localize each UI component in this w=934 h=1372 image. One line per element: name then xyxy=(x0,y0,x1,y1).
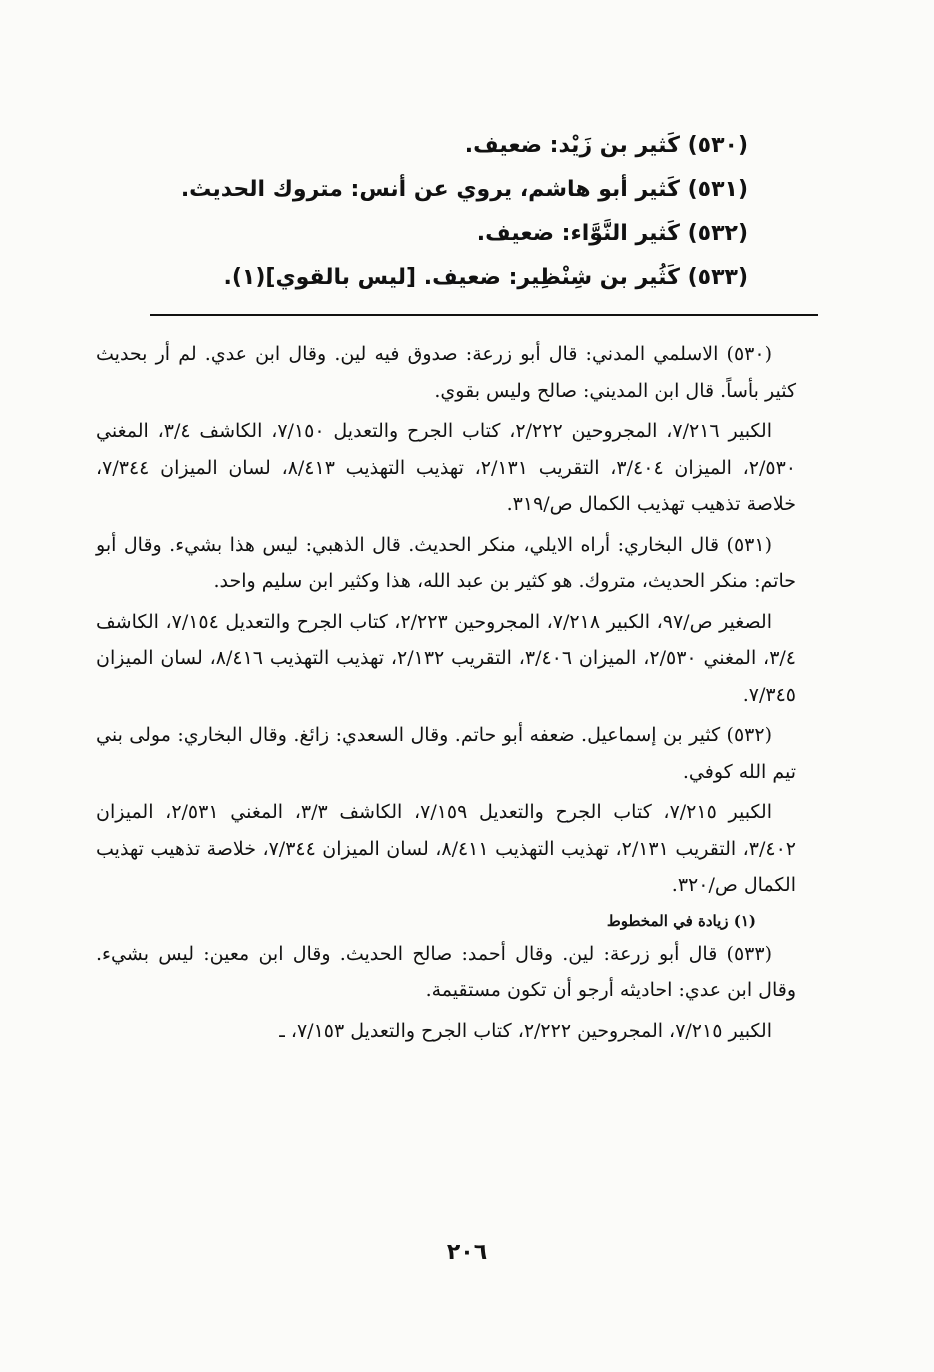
entry-533: (٥٣٣) كَثُير بن شِنْظِير: ضعيف. [ليس بالقوي](١). xyxy=(223,265,748,290)
footnote-divider xyxy=(150,314,818,316)
note-531-text: (٥٣١) قال البخاري: أراه الايلي، منكر الحديث. قال الذهبي: ليس هذا بشيء. وقال أبو حاتم: منكر الحديث، متروك. هو كثير بن عبد الله، هذا وكثير ابن سليم واحد. xyxy=(96,533,796,592)
entry-530: (٥٣٠) كَثير بن زَيْد: ضعيف. xyxy=(464,133,748,158)
note-533-text: (٥٣٣) قال أبو زرعة: لين. وقال أحمد: صالح الحديث. وقال ابن معين: ليس بشيء. وقال ابن عدي: احاديثه أرجو أن تكون مستقيمة. xyxy=(96,942,796,1001)
main-entries xyxy=(180,124,748,300)
footnote-1: (١) زيادة في المخطوط xyxy=(606,911,756,930)
note-533-refs: الكبير ٧/٢١٥، المجروحين ٢/٢٢٢، كتاب الجرح والتعديل ٧/١٥٣، ـ xyxy=(279,1019,772,1042)
entry-531: (٥٣١) كَثير أبو هاشم، يروي عن أنس: متروك الحديث. xyxy=(180,177,748,202)
entry-532: (٥٣٢) كَثير النَّوَّاء: ضعيف. xyxy=(476,221,748,246)
notes-section xyxy=(96,336,796,1053)
note-531-refs: الصغير ص/٩٧، الكبير ٧/٢١٨، المجروحين ٢/٢٢٣، كتاب الجرح والتعديل ٧/١٥٤، الكاشف ٣/٤، المغني ٢/٥٣٠، الميزان ٣/٤٠٦، التقريب ٢/١٣٢، تهذيب التهذيب ٨/٤١٦، لسان الميزان ٧/٣٤٥. xyxy=(96,610,796,706)
note-532-text: (٥٣٢) كثير بن إسماعيل. ضعفه أبو حاتم. وقال السعدي: زائغ. وقال البخاري: مولى بني تيم الله كوفي. xyxy=(96,724,796,783)
note-530-refs: الكبير ٧/٢١٦، المجروحين ٢/٢٢٢، كتاب الجرح والتعديل ٧/١٥٠، الكاشف ٣/٤، المغني ٢/٥٣٠، الميزان ٣/٤٠٤، التقريب ٢/١٣١، تهذيب التهذيب ٨/٤١٣، لسان الميزان ٧/٣٤٤، خلاصة تذهيب تهذيب الكمال ص/٣١٩. xyxy=(96,420,796,515)
note-530-text: (٥٣٠) الاسلمي المدني: قال أبو زرعة: صدوق فيه لين. وقال ابن عدي. لم أر بحديث كثير بأساً. قال ابن المديني: صالح وليس بقوي. xyxy=(96,343,796,402)
note-532-refs: الكبير ٧/٢١٥، كتاب الجرح والتعديل ٧/١٥٩، الكاشف ٣/٣، المغني ٢/٥٣١، الميزان ٣/٤٠٢، التقريب ٢/١٣١، تهذيب التهذيب ٨/٤١١، لسان الميزان ٧/٣٤٤، خلاصة تذهيب تهذيب الكمال ص/٣٢٠. xyxy=(96,801,796,896)
page-number: ٢٠٦ xyxy=(446,1240,488,1265)
